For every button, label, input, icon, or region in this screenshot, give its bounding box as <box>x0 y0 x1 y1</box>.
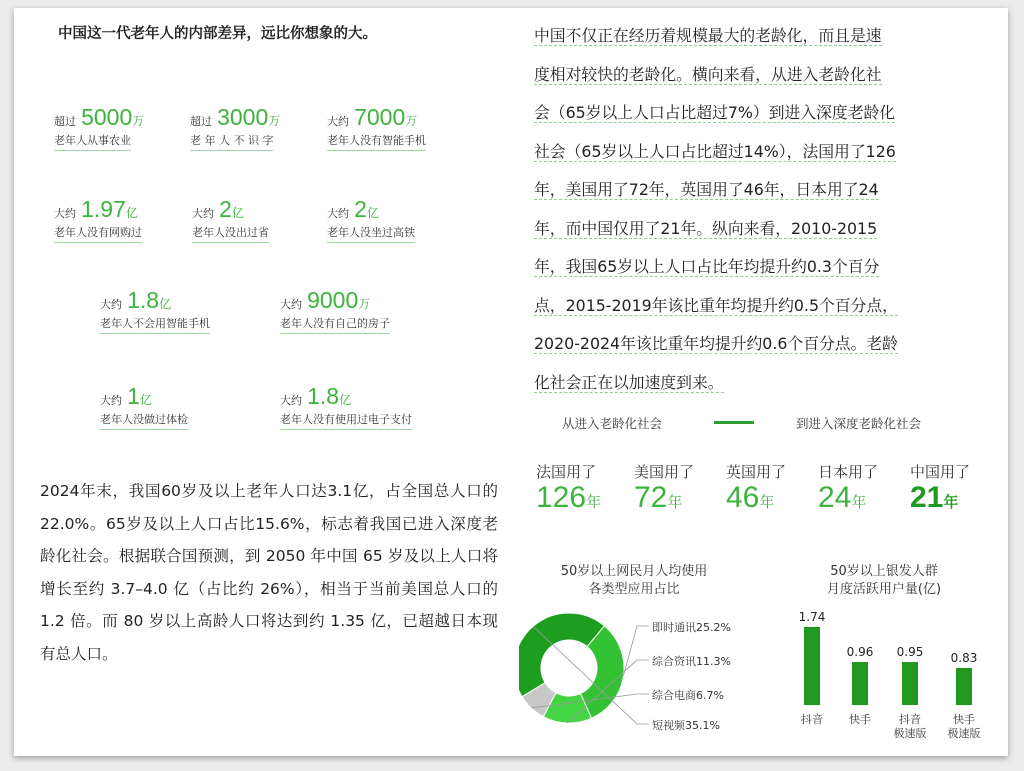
stat-number: 9000 <box>307 287 359 313</box>
stat-number: 7000 <box>354 104 406 130</box>
country-years: 126 <box>536 481 587 514</box>
stat-desc: 老年人从事农业 <box>54 132 131 151</box>
country-unit: 年 <box>851 493 867 511</box>
bar-category-label: 抖音 <box>801 713 823 726</box>
stat-prefix: 大约 <box>280 298 302 311</box>
country-years: 72 <box>634 481 668 514</box>
country-unit: 年 <box>586 493 602 511</box>
bar-value-label: 0.96 <box>846 644 874 659</box>
country-name: 中国用了 <box>910 463 971 481</box>
country-japan <box>818 461 878 514</box>
header-title: 中国这一代老年人的内部差异，远比你想象的大。 <box>58 26 377 42</box>
stat-unit: 亿 <box>339 393 352 407</box>
stat-no-smartphone <box>327 106 426 151</box>
stat-unit: 万 <box>132 114 145 128</box>
stat-no-own-house <box>280 289 390 334</box>
bar-category-label: 抖音 <box>899 713 921 726</box>
arrow-from-label: 从进入老龄化社会 <box>562 416 663 431</box>
bar-category <box>787 713 837 727</box>
stat-unit: 亿 <box>139 393 152 407</box>
bar-value-label: 0.95 <box>896 645 924 660</box>
bar-value-label: 1.74 <box>798 610 826 624</box>
pie-chart-title <box>534 563 734 599</box>
paragraph-line: 会（65岁以上人口占比超过7%）到进入深度老龄化 <box>534 103 896 122</box>
stat-unit: 万 <box>268 114 281 128</box>
stat-desc: 老年人不会用智能手机 <box>100 315 210 334</box>
left-paragraph: 2024年末，我国60岁及以上老年人口达3.1亿，占全国总人口的22.0%。65岁及以上人口占比15.6%，标志着我国已进入深度老龄化社会。根据联合国预测，到 2050 年中国 65 岁及以上人口将增长至约 3.7–4.0 亿（占比约 26%），相当于当前美国总人口的 1.2 倍。而 80 岁以上高龄人口将达到约 1.35 亿，已超越日本现有总人口。 <box>40 482 498 663</box>
country-years: 24 <box>818 481 852 514</box>
stat-illiterate <box>190 106 280 151</box>
bar-category-label: 极速版 <box>947 727 981 740</box>
stat-prefix: 大约 <box>280 394 302 407</box>
pie-label: 综合电商6.7% <box>652 689 724 702</box>
paragraph-line: 年，美国用了72年，英国用了46年，日本用了24 <box>534 180 879 199</box>
stat-unit: 亿 <box>366 206 379 220</box>
bar-category <box>939 713 989 741</box>
paragraph-line: 化社会正在以加速度到来。 <box>534 372 724 392</box>
country-uk <box>726 461 786 514</box>
stat-unit: 亿 <box>231 206 244 220</box>
country-unit: 年 <box>943 493 959 511</box>
pie-title-line: 50岁以上网民月人均使用 <box>560 564 708 579</box>
country-name: 美国用了 <box>634 463 695 481</box>
arrow-line <box>714 421 754 424</box>
pie-label: 综合资讯11.3% <box>652 655 731 668</box>
stat-desc: 老年人没有网购过 <box>54 224 142 243</box>
stat-prefix: 大约 <box>327 207 349 220</box>
bar-category <box>885 713 935 741</box>
bar-value-label: 0.83 <box>950 650 978 665</box>
stat-number: 2 <box>354 196 367 222</box>
stat-no-e-payment <box>280 385 412 430</box>
country-years: 46 <box>726 481 760 514</box>
stat-farming <box>54 106 144 151</box>
paragraph-line: 点，2015-2019年该比重年均提升约0.5个百分点， <box>534 295 898 315</box>
stat-prefix: 大约 <box>327 115 349 128</box>
stat-prefix: 大约 <box>192 207 214 220</box>
stat-no-high-speed-rail <box>327 198 415 243</box>
stat-number: 3000 <box>217 104 269 130</box>
paragraph-line: 度相对较快的老龄化。横向来看，从进入老龄化社 <box>534 64 882 84</box>
stat-number: 1.8 <box>307 383 340 409</box>
bar-title-line: 50岁以上银发人群 <box>830 564 938 579</box>
stat-prefix: 大约 <box>100 394 122 407</box>
stat-desc: 老年人没有智能手机 <box>327 132 426 151</box>
bar-快手 <box>852 662 868 705</box>
stat-number: 5000 <box>81 104 133 130</box>
pie-leader-line <box>623 626 649 676</box>
stat-unit: 亿 <box>159 297 172 311</box>
paragraph-line: 2020-2024年该比重年均提升约0.6个百分点。老龄 <box>534 334 898 353</box>
stat-unit: 万 <box>358 297 371 311</box>
stat-never-left-province <box>192 198 269 243</box>
bar-category-label: 快手 <box>953 713 975 726</box>
bar-title-line: 月度活跃用户量(亿) <box>826 582 942 597</box>
page <box>14 8 1008 756</box>
bar-category <box>835 713 885 727</box>
country-china <box>910 461 970 514</box>
stat-unit: 亿 <box>125 206 138 220</box>
right-paragraph <box>534 17 988 402</box>
stat-unit: 万 <box>405 114 418 128</box>
stat-no-online-shopping <box>54 198 142 243</box>
stat-prefix: 大约 <box>100 298 122 311</box>
country-name: 日本用了 <box>818 463 879 481</box>
stat-prefix: 超过 <box>54 115 76 128</box>
stat-desc: 老年人没有自己的房子 <box>280 315 390 334</box>
stat-number: 1.8 <box>127 287 160 313</box>
stat-desc: 老年人没出过省 <box>192 224 269 243</box>
country-france <box>536 461 601 514</box>
arrow-to-label: 到进入深度老龄化社会 <box>796 416 922 431</box>
country-unit: 年 <box>759 493 775 511</box>
country-unit: 年 <box>667 493 683 511</box>
country-usa <box>634 461 694 514</box>
country-name: 法国用了 <box>536 463 597 481</box>
stat-number: 1 <box>127 383 140 409</box>
bar-抖音极速版 <box>902 662 918 705</box>
bar-chart-title <box>789 563 979 599</box>
paragraph-line: 年，而中国仅用了21年。纵向来看，2010-2015 <box>534 218 878 238</box>
paragraph-line: 年，我国65岁以上人口占比年均提升约0.3个百分 <box>534 257 880 276</box>
pie-label: 短视频35.1% <box>652 719 720 732</box>
bar-快手极速版 <box>956 668 972 705</box>
stat-prefix: 超过 <box>190 115 212 128</box>
country-years: 21 <box>910 481 944 514</box>
stat-cannot-use-smartphone <box>100 289 210 334</box>
stat-desc: 老年人没做过体检 <box>100 411 188 430</box>
stat-prefix: 大约 <box>54 207 76 220</box>
pie-title-line: 各类型应用占比 <box>588 582 680 597</box>
stat-desc: 老年人没有使用过电子支付 <box>280 411 412 430</box>
pie-label: 即时通讯25.2% <box>652 621 731 634</box>
paragraph-line: 中国不仅正在经历着规模最大的老龄化，而且是速 <box>534 26 882 45</box>
stat-number: 2 <box>219 196 232 222</box>
country-name: 英国用了 <box>726 463 787 481</box>
bar-抖音 <box>804 627 820 705</box>
stat-desc: 老 年 人 不 识 字 <box>190 132 273 151</box>
stat-number: 1.97 <box>81 196 126 222</box>
bar-category-label: 快手 <box>849 713 871 726</box>
paragraph-line: 社会（65岁以上人口占比超过14%），法国用了126 <box>534 141 896 161</box>
stat-desc: 老年人没坐过高铁 <box>327 224 415 243</box>
bar-category-label: 极速版 <box>893 727 927 740</box>
stat-no-checkup <box>100 385 188 430</box>
